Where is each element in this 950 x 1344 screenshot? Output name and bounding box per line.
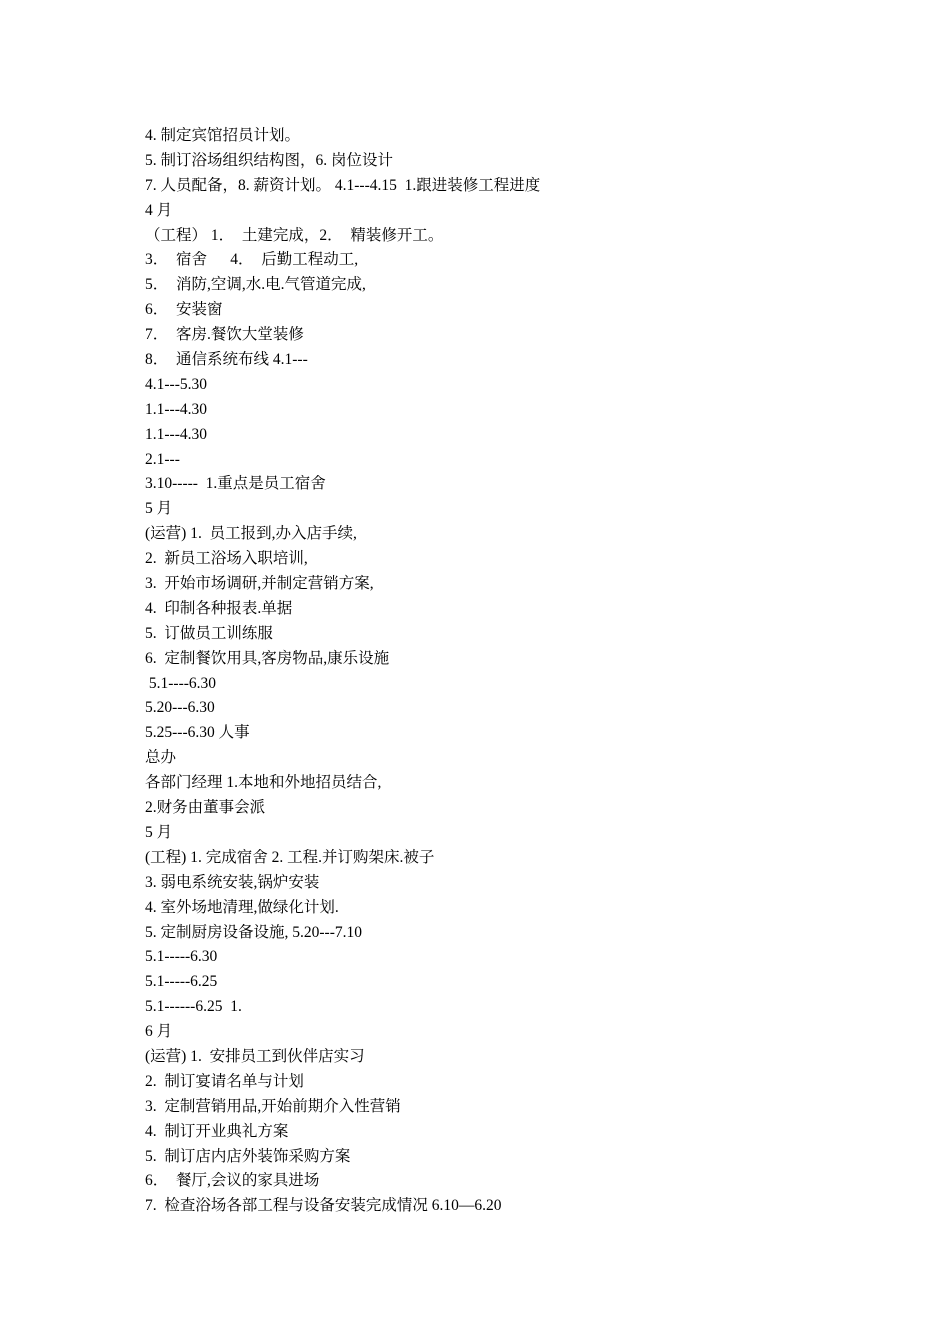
- text-line: 5.1-----6.30: [145, 948, 218, 966]
- text-line: 5. 订做员工训练服: [145, 624, 273, 642]
- text-line: 5. 定制厨房设备设施, 5.20---7.10: [145, 923, 362, 941]
- text-line: 4. 制定宾馆招员计划。: [145, 127, 301, 144]
- text-line: 4. 印制各种报表.单据: [145, 599, 293, 617]
- text-line: 2. 制订宴请名单与计划: [145, 1072, 304, 1090]
- text-line: 1.1---4.30: [145, 425, 207, 443]
- text-line: 6 月: [145, 1023, 173, 1041]
- text-line: 5. 制订店内店外装饰采购方案: [145, 1147, 351, 1165]
- text-line: 6． 安装窗: [145, 301, 223, 319]
- text-line: 7． 客房.餐饮大堂装修: [145, 326, 304, 344]
- text-line: 各部门经理 1.本地和外地招员结合,: [145, 774, 382, 792]
- text-line: 1.1---4.30: [145, 400, 207, 418]
- text-line: 2.1---: [145, 450, 180, 468]
- text-line: 6. 定制餐饮用具,客房物品,康乐设施: [145, 649, 390, 667]
- text-line: (运营) 1. 安排员工到伙伴店实习: [145, 1047, 365, 1065]
- text-line: 7. 检查浴场各部工程与设备安装完成情况 6.10—6.20: [145, 1197, 502, 1215]
- text-line: 7. 人员配备，8. 薪资计划。 4.1---4.15 1.跟进装修工程进度: [145, 176, 541, 194]
- text-line: 5 月: [145, 823, 173, 841]
- text-line: 总办: [145, 749, 177, 767]
- text-line: 4.1---5.30: [145, 375, 207, 393]
- document-body: [145, 124, 845, 1219]
- text-line: 5.20---6.30: [145, 699, 215, 717]
- text-line: 5.1-----6.25: [145, 973, 218, 991]
- text-line: 2.财务由董事会派: [145, 799, 266, 817]
- text-line: (工程) 1. 完成宿舍 2. 工程.并订购架床.被子: [145, 848, 435, 866]
- text-line: 5. 制订浴场组织结构图，6. 岗位设计: [145, 151, 394, 169]
- text-line: （工程） 1． 土建完成，2． 精装修开工。: [145, 226, 444, 244]
- text-line: 6． 餐厅,会议的家具进场: [145, 1172, 320, 1190]
- text-line: 3． 宿舍 4． 后勤工程动工,: [145, 251, 359, 269]
- text-line: 2. 新员工浴场入职培训,: [145, 550, 308, 568]
- text-line: 5 月: [145, 500, 173, 518]
- text-line: 3.10----- 1.重点是员工宿舍: [145, 475, 326, 493]
- text-line: 4 月: [145, 201, 173, 219]
- text-line: (运营) 1. 员工报到,办入店手续,: [145, 525, 357, 543]
- text-line: 3. 定制营销用品,开始前期介入性营销: [145, 1097, 401, 1115]
- text-line: 5． 消防,空调,水.电.气管道完成,: [145, 276, 366, 294]
- text-line: 3. 开始市场调研,并制定营销方案,: [145, 575, 374, 593]
- text-line: 4. 制订开业典礼方案: [145, 1122, 289, 1140]
- text-line: 5.1----6.30: [145, 674, 217, 692]
- text-line: 5.25---6.30 人事: [145, 724, 250, 742]
- text-line: 5.1------6.25 1.: [145, 998, 242, 1016]
- text-line: 4. 室外场地清理,做绿化计划.: [145, 898, 339, 916]
- text-line: 3. 弱电系统安装,锅炉安装: [145, 873, 320, 891]
- text-line: 8． 通信系统布线 4.1---: [145, 351, 308, 369]
